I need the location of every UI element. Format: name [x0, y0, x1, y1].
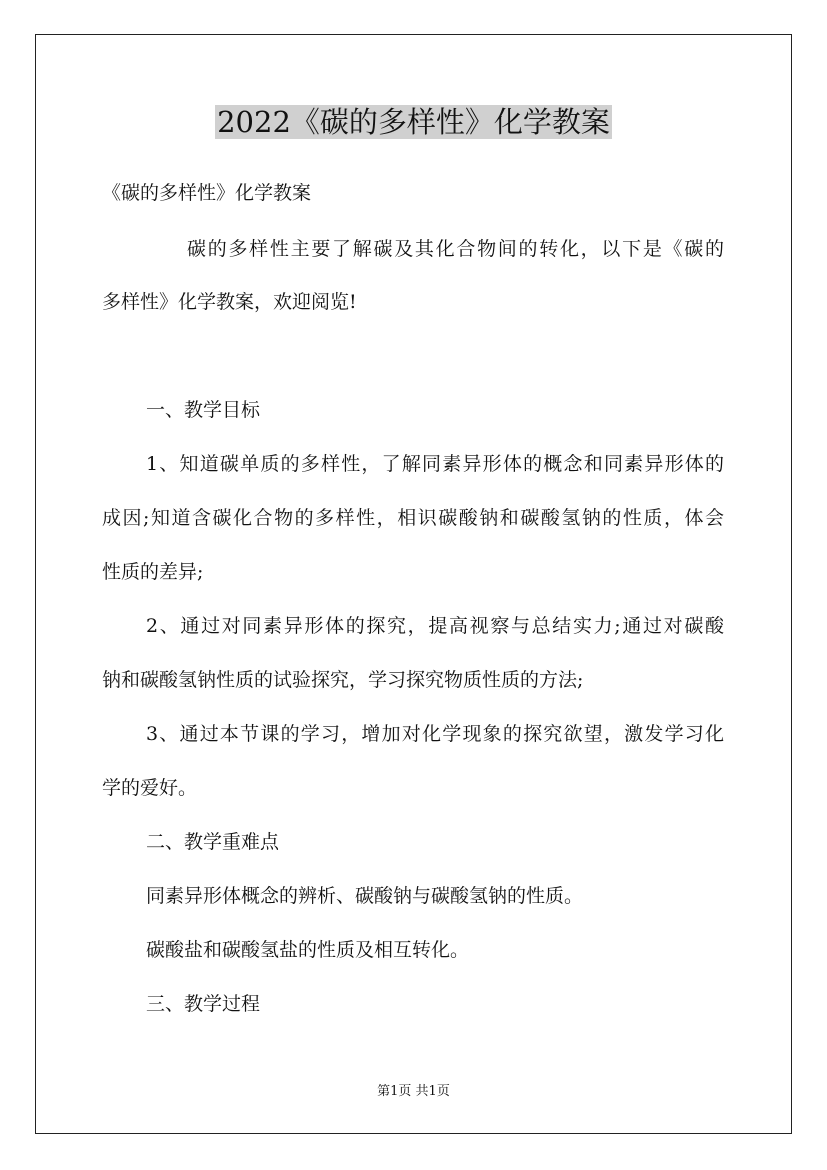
section-heading-process: 三、教学过程 [146, 993, 261, 1015]
document-title-text: 2022《碳的多样性》化学教案 [217, 105, 610, 139]
intro-line-1: 碳的多样性主要了解碳及其化合物间的转化，以下是《碳的 [187, 238, 724, 260]
key-point-line-2: 碳酸盐和碳酸氢盐的性质及相互转化。 [146, 939, 470, 961]
objective-2-line-2: 钠和碳酸氢钠性质的试验探究，学习探究物质性质的方法; [102, 669, 584, 691]
section-heading-objectives: 一、教学目标 [146, 399, 261, 421]
document-subtitle: 《碳的多样性》化学教案 [102, 182, 312, 204]
page-footer: 第1页 共1页 [377, 1084, 450, 1099]
objective-1-line-1: 1、知道碳单质的多样性，了解同素异形体的概念和同素异形体的 [146, 453, 724, 475]
objective-1-line-2: 成因;知道含碳化合物的多样性，相识碳酸钠和碳酸氢钠的性质，体会 [102, 507, 724, 529]
key-point-line-1: 同素异形体概念的辨析、碳酸钠与碳酸氢钠的性质。 [146, 885, 584, 907]
objective-3-line-2: 学的爱好。 [102, 777, 198, 799]
section-heading-key-points: 二、教学重难点 [146, 831, 280, 853]
objective-1-line-3: 性质的差异; [102, 561, 204, 583]
document-title [0, 100, 827, 144]
intro-line-2: 多样性》化学教案，欢迎阅览! [102, 291, 357, 313]
objective-3-line-1: 3、通过本节课的学习，增加对化学现象的探究欲望，激发学习化 [146, 723, 724, 745]
objective-2-line-1: 2、通过对同素异形体的探究，提高视察与总结实力;通过对碳酸 [146, 615, 724, 637]
